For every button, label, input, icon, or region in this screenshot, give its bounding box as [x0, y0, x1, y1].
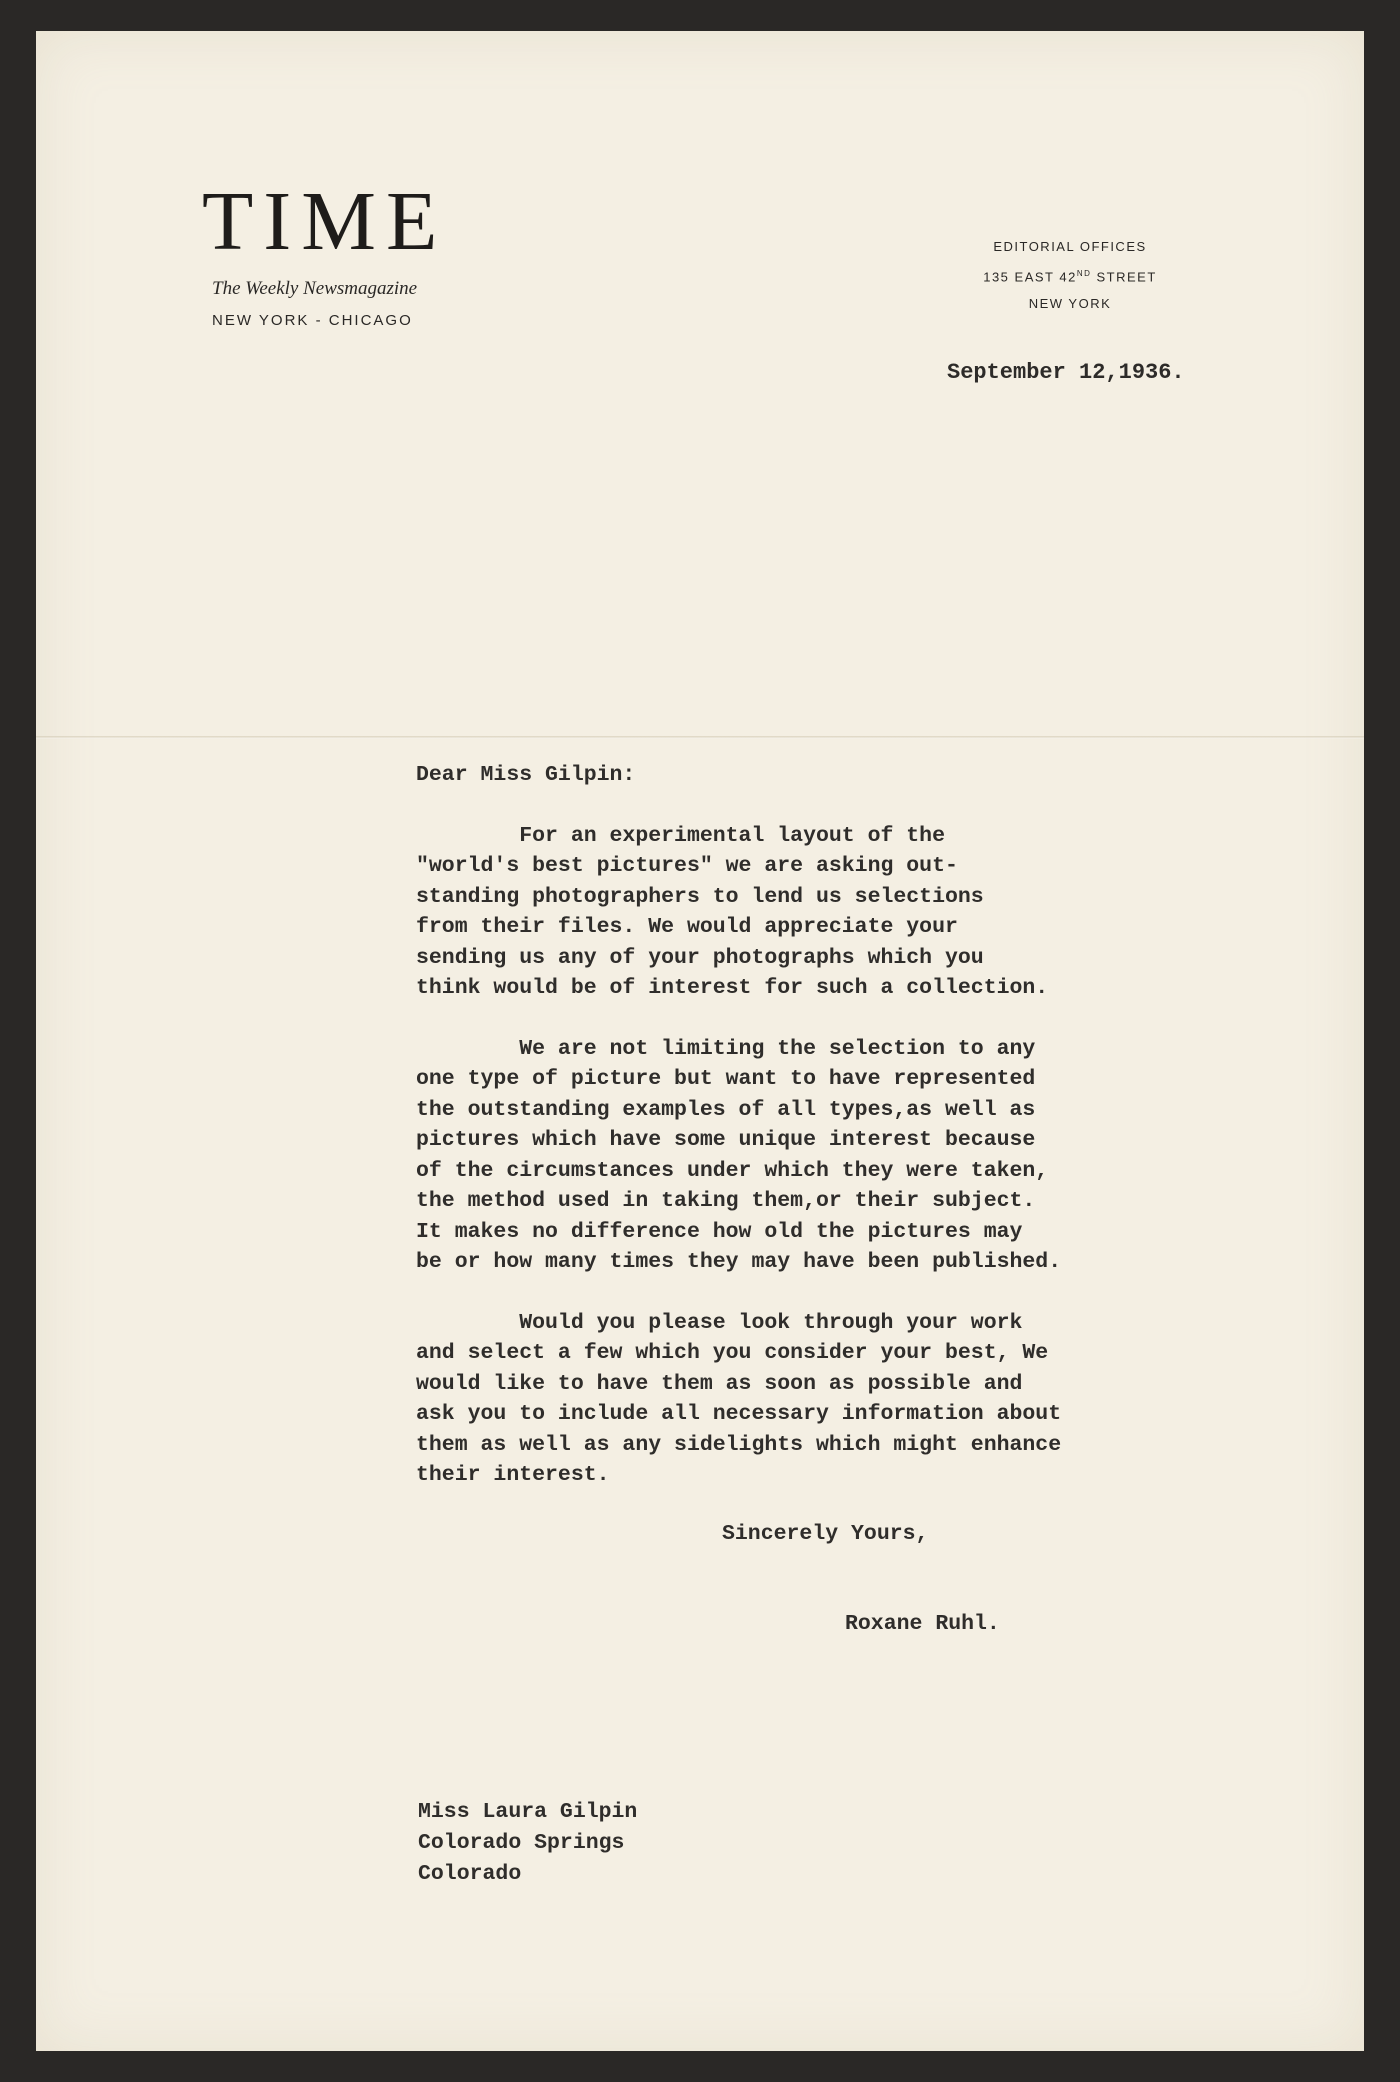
recipient-state: Colorado	[418, 1862, 522, 1886]
paragraph-2: We are not limiting the selection to any one type of picture but want to have represented the outstanding examples of all types,as well as pictures which have some unique interest because of the circumstances under which they were taken, the method used in taking them,or their subject. It makes no difference how old the pictures may be or how many times they may have been published.	[416, 1036, 1062, 1274]
fold-line	[36, 736, 1364, 739]
salutation: Dear Miss Gilpin:	[416, 763, 636, 787]
letter-body	[416, 760, 1196, 1521]
recipient-address	[418, 1797, 637, 1890]
masthead-tagline: The Weekly Newsmagazine	[212, 278, 418, 299]
closing: Sincerely Yours,	[722, 1522, 929, 1546]
signature: Roxane Ruhl.	[845, 1612, 1000, 1636]
recipient-city: Colorado Springs	[418, 1831, 625, 1855]
masthead-title: TIME	[202, 175, 448, 268]
recipient-name: Miss Laura Gilpin	[418, 1800, 638, 1824]
paragraph-1: For an experimental layout of the "world's best pictures" we are asking out- standing photographers to lend us selections from their files. We would appreciate your sending us any of your photographs which you think would be of interest for such a collection.	[416, 823, 1049, 1000]
street-number: 135 EAST 42	[983, 269, 1077, 285]
editorial-offices-address	[940, 233, 1200, 317]
offices-city: NEW YORK	[1028, 296, 1112, 312]
offices-street	[940, 260, 1200, 290]
offices-label: EDITORIAL OFFICES	[993, 239, 1147, 254]
letter-date: September 12,1936.	[947, 360, 1185, 385]
street-name: STREET	[1091, 269, 1157, 285]
masthead-cities: NEW YORK - CHICAGO	[212, 312, 413, 329]
paragraph-3: Would you please look through your work and select a few which you consider your best, We would like to have them as soon as possible and ask you to include all necessary information about them as well as any sidelights which might enhance their interest.	[416, 1310, 1062, 1487]
street-suffix: ND	[1076, 269, 1092, 278]
letterhead-masthead	[202, 175, 502, 329]
